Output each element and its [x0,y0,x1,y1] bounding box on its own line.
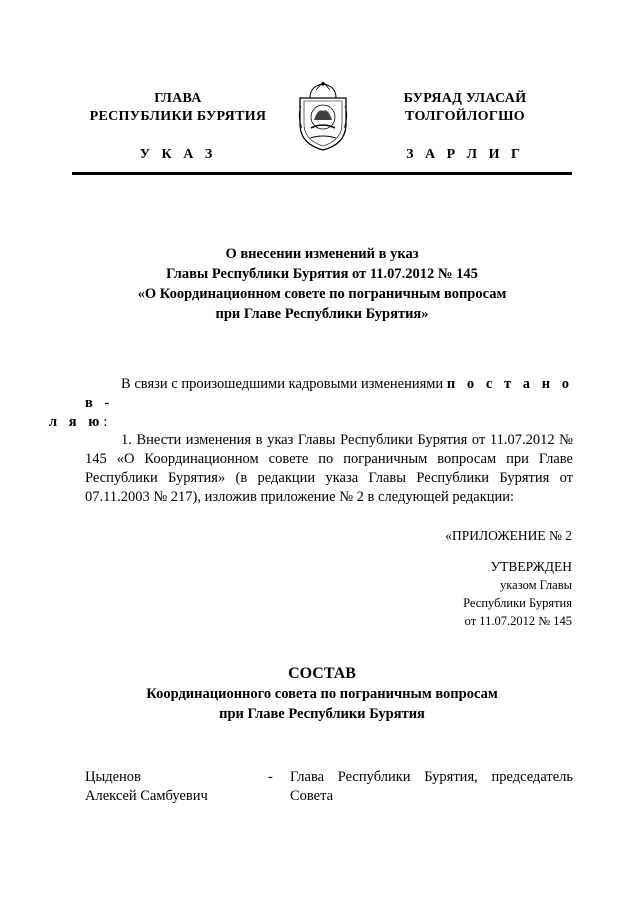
decree-colon: : [103,414,108,430]
title-line3: «О Координационном совете по пограничным вопросам [137,286,507,302]
preamble-paragraph [49,375,573,432]
member-given-names: Алексей Самбуевич [85,788,208,804]
header-right-doc-type: З А Р Л И Г [406,147,524,162]
header-right [365,90,565,164]
member-surname: Цыденов [85,769,141,785]
header-left-doc-type: У К А З [139,147,217,162]
title-line2: Главы Республики Бурятия от 11.07.2012 № 145 [166,266,478,282]
title-line4: при Главе Республики Бурятия» [215,306,429,322]
header-left-line1: ГЛАВА [154,91,202,106]
appendix-label: «ПРИЛОЖЕНИЕ № 2 [445,528,572,543]
composition-heading [72,664,572,724]
decree-word-part1: п о с т а н о в - [85,376,573,411]
composition-line3: при Главе Республики Бурятия [219,706,425,722]
decree-word-part2: л я ю [49,414,104,430]
appendix-approved: УТВЕРЖДЕН [490,559,572,574]
title-line1: О внесении изменений в указ [225,246,419,262]
header-right-line1: БУРЯАД УЛАСАЙ [403,91,527,106]
member-role: Глава Республики Бурятия, председатель Совета [290,769,573,804]
header-left [78,90,278,164]
appendix-by-decree: указом Главы [500,578,572,592]
member-dash: - [268,769,273,785]
preamble-text: В связи с произошедшими кадровыми изменениями [121,376,447,392]
item1-paragraph: 1. Внести изменения в указ Главы Республики Бурятия от 11.07.2012 № 145 «О Координационном совете по пограничным вопросам при Главе Республики Бурятия» (в редакции указа Главы Республики Бурятия от 07.11.2003 № 217), изложив приложение № 2 в следующей редакции: [85,432,573,505]
composition-title: СОСТАВ [288,665,356,682]
header-left-line2: РЕСПУБЛИКИ БУРЯТИЯ [89,109,267,124]
appendix-republic: Республики Бурятия [463,596,572,610]
member-name [85,768,208,806]
composition-line2: Координационного совета по пограничным вопросам [146,686,498,702]
header-divider [72,172,572,175]
header-right-line2: ТОЛГОЙЛОГШО [405,109,525,124]
coat-of-arms-emblem [296,80,350,152]
appendix-approval [463,558,572,630]
appendix-date-number: от 11.07.2012 № 145 [464,614,572,628]
decree-title [72,244,572,324]
